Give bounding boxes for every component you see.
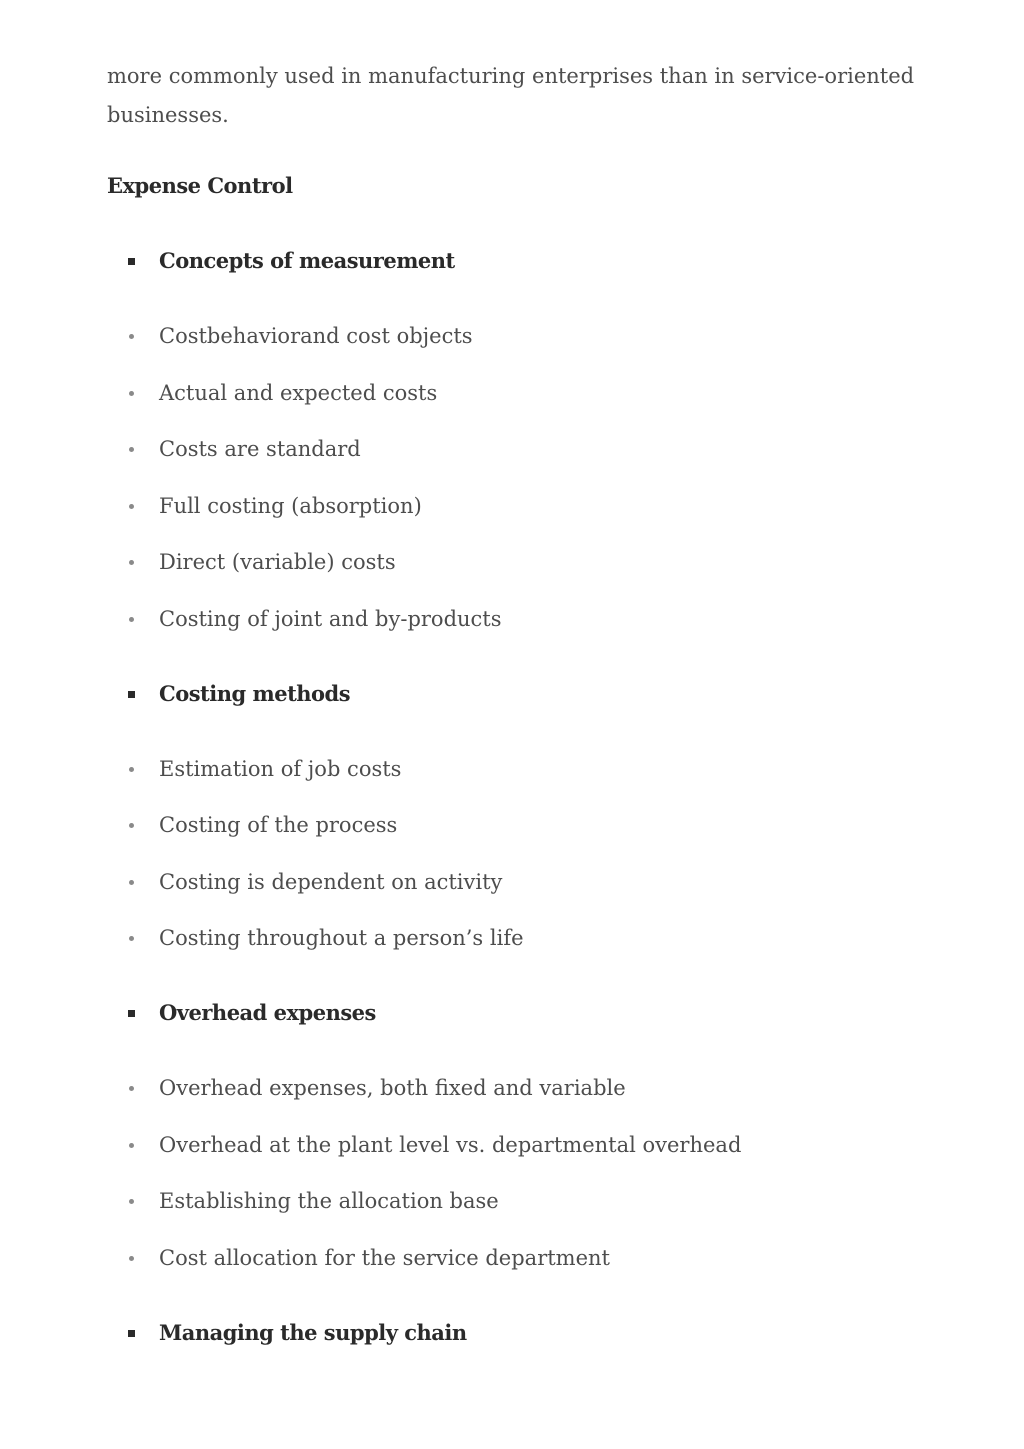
dot-bullet-icon (129, 1086, 134, 1091)
list-item-text: Actual and expected costs (159, 380, 438, 405)
list-item-text: Costing throughout a person’s life (159, 926, 524, 950)
dot-bullet-icon (129, 767, 134, 772)
list-item-text: Costing is dependent on activity (159, 869, 503, 894)
list-item (107, 491, 917, 521)
list-item-text: Costing of the process (159, 813, 398, 837)
square-bullet-icon (128, 691, 135, 698)
list-item (107, 604, 917, 634)
list-item-text: Direct (variable) costs (159, 550, 396, 574)
dot-bullet-icon (129, 504, 134, 509)
dot-bullet-icon (129, 334, 134, 339)
square-bullet-icon (128, 1010, 135, 1017)
group-overhead-expenses (107, 998, 917, 1273)
dot-bullet-icon (129, 1199, 134, 1204)
section-title: Expense Control (107, 173, 293, 198)
list-item-text: Costs are standard (159, 437, 361, 461)
square-bullet-icon (128, 258, 135, 265)
group-costing-methods (107, 679, 917, 954)
list-item-text: Overhead expenses, both fixed and variable (159, 1076, 626, 1100)
list-item (107, 754, 917, 784)
list-item (107, 1243, 917, 1273)
list-item-text: Cost allocation for the service department (159, 1245, 610, 1270)
document-content (107, 57, 917, 1348)
list-item (107, 321, 917, 351)
list-item-text: Estimation of job costs (159, 756, 402, 781)
list-item (107, 923, 917, 953)
list-item-text: Establishing the allocation base (159, 1189, 499, 1213)
group-heading (107, 679, 917, 709)
list-item (107, 1186, 917, 1216)
list-item (107, 434, 917, 464)
dot-bullet-icon (129, 1143, 134, 1148)
list-item-text: Costbehaviorand cost objects (159, 324, 473, 348)
group-heading (107, 998, 917, 1028)
list-item (107, 1130, 917, 1160)
group-heading (107, 1318, 917, 1348)
intro-paragraph: more commonly used in manufacturing enterprises than in service-oriented businesses. (107, 64, 915, 127)
group-heading-label: Costing methods (159, 680, 351, 706)
group-heading-label: Overhead expenses (159, 1000, 376, 1025)
group-managing-the-supply-chain (107, 1318, 917, 1348)
dot-bullet-icon (129, 880, 134, 885)
dot-bullet-icon (129, 617, 134, 622)
dot-bullet-icon (129, 823, 134, 828)
list-item-text: Overhead at the plant level vs. departmental overhead (159, 1132, 742, 1157)
dot-bullet-icon (129, 560, 134, 565)
square-bullet-icon (128, 1330, 135, 1337)
group-concepts-of-measurement (107, 246, 917, 634)
group-heading-label: Concepts of measurement (159, 248, 455, 273)
group-heading-label: Managing the supply chain (159, 1319, 467, 1345)
bullet-list (107, 1073, 917, 1273)
dot-bullet-icon (129, 391, 134, 396)
list-item (107, 1073, 917, 1103)
dot-bullet-icon (129, 1256, 134, 1261)
bullet-list (107, 321, 917, 634)
dot-bullet-icon (129, 936, 134, 941)
list-item (107, 810, 917, 840)
list-item (107, 867, 917, 897)
list-item-text: Costing of joint and by-products (159, 606, 502, 631)
list-item-text: Full costing (absorption) (159, 493, 422, 518)
bullet-list (107, 754, 917, 954)
dot-bullet-icon (129, 447, 134, 452)
list-item (107, 378, 917, 408)
list-item (107, 547, 917, 577)
group-heading (107, 246, 917, 276)
